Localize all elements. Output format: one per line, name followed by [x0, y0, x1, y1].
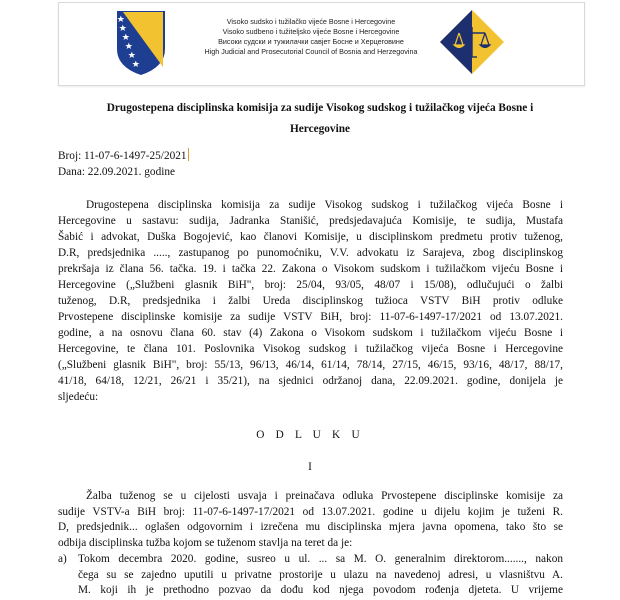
intro-line: godine, a na osnovu člana 60. stav (4) Zakona o Visokom sudskom i tužilačkom vijeću Bosne i [58, 327, 563, 339]
intro-line: Šabić i advokat, Duška Bogojević, kao članovi Komisije, u disciplinskom predmetu protiv tuženog, [58, 231, 563, 243]
decision-heading: O D L U K U [256, 429, 364, 441]
list-item-body [78, 552, 563, 599]
document-title-line-2: Hercegovine [289, 123, 351, 135]
intro-line: Prvostepene disciplinske komisije za sudije VSTV BiH, broj: 11-07-6-1497-17/2021 od 13.07.2021. [58, 311, 563, 323]
institution-name-serbian-cyrillic: Високи судски и тужилачки савјет Босне и Херцеговине [218, 37, 404, 46]
institution-name-bosnian: Visoko sudsko i tužilačko vijeće Bosne i Hercegovine [226, 17, 396, 26]
intro-line: sljedeću: [58, 391, 99, 403]
decision-date: Dana: 22.09.2021. godine [58, 166, 176, 178]
case-number-line[interactable] [58, 148, 189, 164]
case-metadata [58, 148, 189, 180]
institution-name-block [195, 17, 427, 57]
bih-coat-of-arms-icon [115, 9, 167, 77]
ruling-line: odbija disciplinska tužba kojom se tuženom stavlja na teret da je: [58, 536, 353, 549]
case-number: Broj: 11-07-6-1497-25/2021 [58, 150, 187, 162]
intro-paragraph [58, 197, 563, 405]
list-item-marker: a) [58, 553, 67, 565]
ruling-paragraph [58, 489, 563, 551]
intro-line: Hercegovine, te člana 101. Poslovnika Visokog sudskog i tužilačkog vijeća Bosne i Hercegovine [58, 343, 563, 355]
hjpc-scales-emblem-icon [439, 9, 505, 75]
ruling-line: D, predsjednik... oglašen odgovornim i izrečena mu disciplinska mjera javna opomena, tako što se [58, 521, 563, 533]
document-title [60, 98, 580, 140]
intro-line: 41/18, 64/18, 12/21, 26/21 i 35/21), na sjednici održanoj dana, 22.09.2021. godine, donijela je [58, 375, 563, 387]
section-number: I [308, 461, 312, 473]
letterhead [58, 2, 585, 86]
list-item-line: M. koji ih je prethodno pozvao da dođu kod njega povodom rođenja djeteta. U vrijeme [78, 584, 563, 596]
intro-line: tuženog, D.R, predsjednika i žalbi Ureda disciplinskog tužioca VSTV BiH protiv odluke [58, 295, 563, 307]
document-title-line-1: Drugostepena disciplinska komisija za sudije Visokog sudskog i tužilačkog vijeća Bosne i [106, 102, 534, 114]
institution-name-english: High Judicial and Prosecutorial Council of Bosnia and Herzegovina [204, 47, 418, 56]
intro-line: Hercegovine („Službeni glasnik BiH", broj: 25/04, 93/05, 48/07 i 15/08), odlučujući o žalbi [58, 279, 563, 291]
intro-line: („Službeni glasnik BiH", broj: 55/13, 96/13, 46/14, 61/14, 78/14, 27/15, 46/15, 93/16, 48/17, 88/17, [58, 359, 563, 371]
intro-line: Drugostepena disciplinska komisija za sudije Visokog sudskog i tužilačkog vijeća Bosne i [86, 199, 563, 211]
ruling-line: Žalba tuženog se u cijelosti usvaja i preinačava odluka Prvostepene disciplinske komisije za [86, 490, 563, 502]
text-cursor [188, 148, 189, 161]
list-item-line: čega su se zajedno uputili u privatne prostorije u ulazu na navedenoj adresi, u vlasništvu A. [78, 568, 563, 581]
ruling-line: sudije VSTV-a BiH broj: 11-07-6-1497-17/2021 od 13.07.2021. godine u dijelu kojim je tuženi R. [58, 505, 563, 518]
intro-line: D.R, predsjednika ....., zastupanog po punomoćniku, V.V. advokatu iz Sarajeva, zbog disciplinskog [58, 247, 563, 259]
intro-line: Hercegovine u sastavu: sudija, Jadranka Stanišić, predsjedavajuća Komisije, te sudija, Mustafa [58, 215, 563, 227]
intro-line: prekršaja iz člana 56. tačka. 19. i tačka 22. Zakona o Visokom sudskom i tužilačkom vijeću Bosne i [58, 263, 563, 275]
list-item-line: Tokom decembra 2020. godine, susreo u ul. ... sa M. O. generalnim direktorom......., nakon [78, 553, 563, 565]
institution-name-croatian: Visoko sudbeno i tužiteljsko vijeće Bosne i Hercegovine [222, 27, 400, 36]
